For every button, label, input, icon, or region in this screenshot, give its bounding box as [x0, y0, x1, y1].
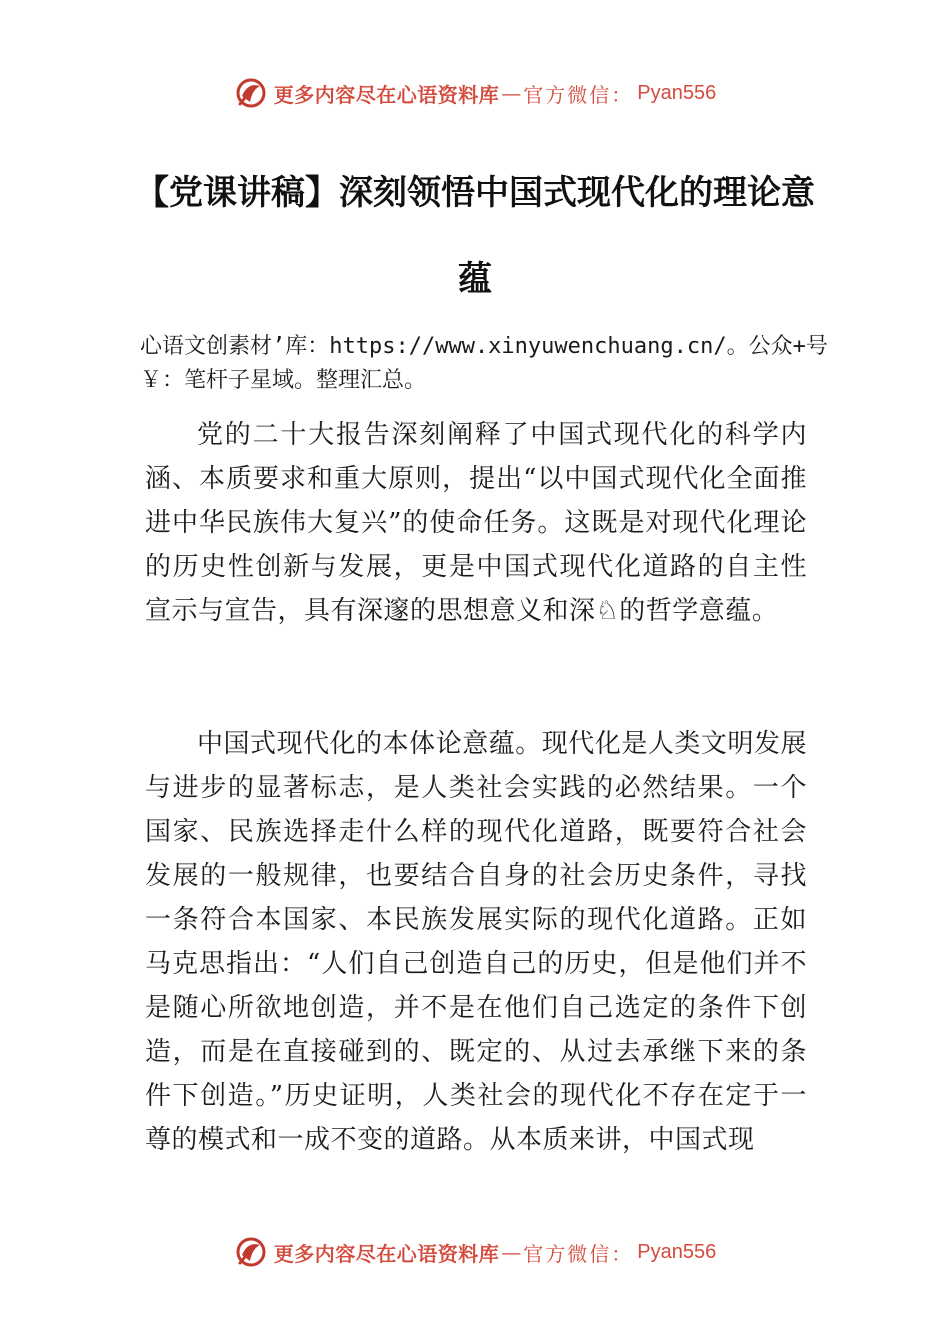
banner-wechat-label: 官方微信： [523, 1241, 634, 1266]
banner-dash: — [501, 81, 522, 105]
footer-banner [0, 1232, 950, 1272]
page-title: 【党课讲稿】深刻领悟中国式现代化的理论意蕴 [135, 173, 815, 299]
brand-logo-icon [234, 1235, 268, 1269]
banner-wechat-id: Pyan556 [637, 81, 717, 104]
banner-wechat-label: 官方微信： [523, 82, 634, 107]
banner-wechat-id: Pyan556 [637, 1240, 717, 1263]
header-banner [0, 73, 950, 113]
brand-logo-icon [234, 76, 268, 110]
paragraph: 党的二十大报告深刻阐释了中国式现代化的科学内涵、本质要求和重大原则，提出“以中国式现代化全面推进中华民族伟大复兴”的使命任务。这既是对现代化理论的历史性创新与发展，更是中国式现代化道路的自主性宣示与宣告，具有深邃的思想意义和深♘的哲学意蕴。 [145, 420, 807, 626]
banner-dash: — [501, 1240, 522, 1264]
source-note: 心语文创素材’库：https://www.xinyuwenchuang.cn/。公众+号￥：笔杆子星域。整理汇总。 [140, 334, 828, 393]
paragraph: 中国式现代化的本体论意蕴。现代化是人类文明发展与进步的显著标志，是人类社会实践的必然结果。一个国家、民族选择走什么样的现代化道路，既要符合社会发展的一般规律，也要结合自身的社会历史条件，寻找一条符合本国家、本民族发展实际的现代化道路。正如马克思指出：“人们自己创造自己的历史，但是他们并不是随心所欲地创造，并不是在他们自己选定的条件下创造，而是在直接碰到的、既定的、从过去承继下来的条件下创造。”历史证明，人类社会的现代化不存在定于一尊的模式和一成不变的道路。从本质来讲，中国式现 [145, 729, 807, 1155]
banner-text: 更多内容尽在心语资料库 [273, 1241, 500, 1266]
banner-text: 更多内容尽在心语资料库 [273, 82, 500, 107]
